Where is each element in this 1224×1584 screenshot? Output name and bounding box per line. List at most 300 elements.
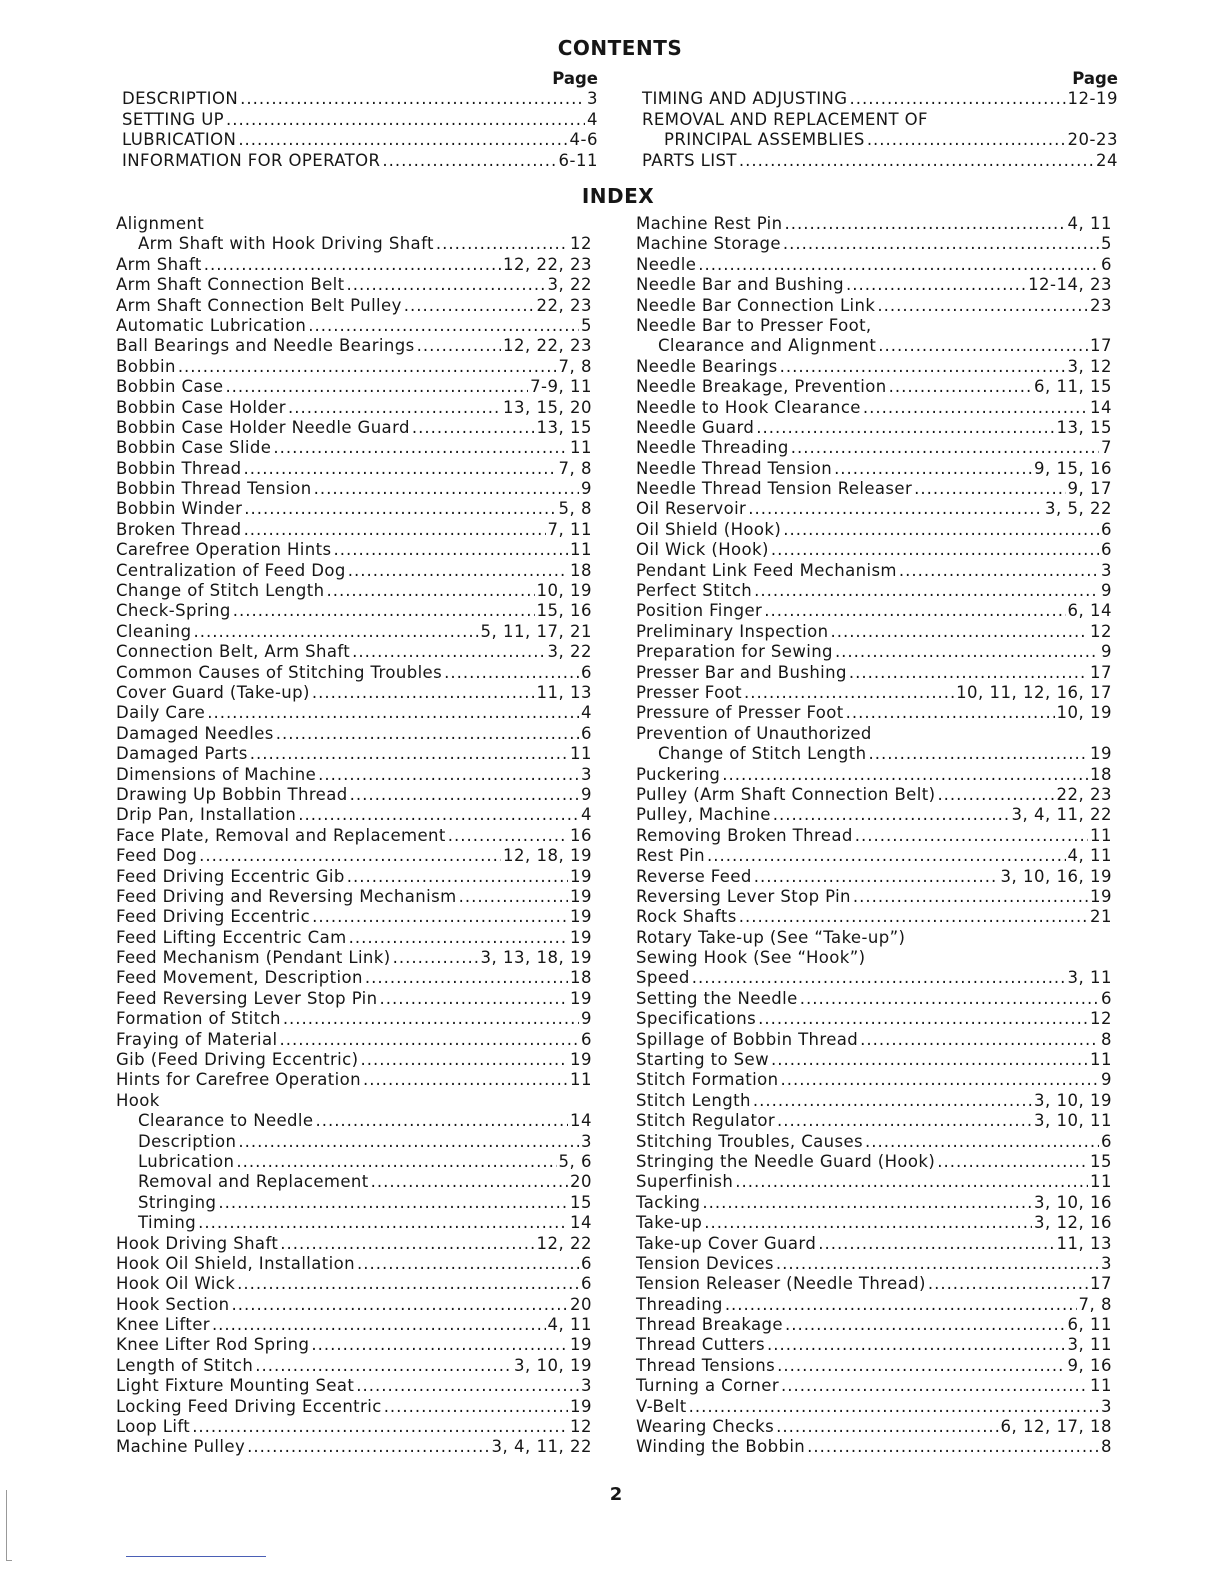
entry-label: Setting the Needle: [636, 988, 798, 1008]
dot-leader: [754, 581, 1099, 601]
entry-label: Connection Belt, Arm Shaft: [116, 642, 351, 662]
index-entry: [116, 316, 592, 336]
dot-leader: [382, 151, 556, 172]
entry-label: Superfinish: [636, 1172, 734, 1192]
dot-leader: [198, 1213, 568, 1233]
entry-label: Rotary Take-up (See “Take-up”): [636, 927, 906, 947]
entry-label: Needle Breakage, Prevention: [636, 377, 887, 397]
entry-page-ref: 5: [581, 315, 592, 335]
index-entry: [116, 744, 592, 764]
index-entry: [636, 540, 1112, 560]
dot-leader: [360, 1050, 568, 1070]
index-entry: [116, 398, 592, 418]
index-entry: [642, 110, 1118, 131]
dot-leader: [853, 887, 1088, 907]
dot-leader: [771, 540, 1099, 560]
entry-page-ref: 19: [570, 927, 592, 947]
entry-label: Description: [138, 1131, 237, 1151]
entry-page-ref: 5, 6: [558, 1151, 592, 1171]
entry-page-ref: 4: [581, 703, 592, 723]
dot-leader: [333, 540, 568, 560]
entry-label: Hook Section: [116, 1294, 230, 1314]
dot-leader: [878, 336, 1088, 356]
index-entry: [116, 1234, 592, 1254]
dot-leader: [735, 1172, 1088, 1192]
entry-label: Arm Shaft with Hook Driving Shaft: [138, 234, 434, 254]
entry-label: Needle Bar to Presser Foot,: [636, 315, 872, 335]
entry-label: Pendant Link Feed Mechanism: [636, 560, 897, 580]
dot-leader: [776, 1254, 1099, 1274]
entry-label: Face Plate, Removal and Replacement: [116, 825, 446, 845]
dot-leader: [781, 1376, 1088, 1396]
entry-page-ref: 9: [1101, 642, 1112, 662]
dot-leader: [867, 130, 1066, 151]
index-entry: [116, 438, 592, 458]
entry-label: Drip Pan, Installation: [116, 805, 297, 825]
index-entry: [116, 826, 592, 846]
contents-left-list: [122, 89, 598, 171]
index-entry: [116, 1132, 592, 1152]
contents-page-header: Page: [1072, 69, 1118, 88]
entry-page-ref: 6: [1101, 988, 1112, 1008]
entry-label: Tension Releaser (Needle Thread): [636, 1274, 926, 1294]
index-entry: [116, 1009, 592, 1029]
dot-leader: [352, 642, 545, 662]
entry-page-ref: 12-14, 23: [1028, 275, 1112, 295]
index-entry: [116, 377, 592, 397]
index-title: INDEX: [581, 184, 655, 208]
entry-page-ref: 5: [1101, 234, 1112, 254]
entry-page-ref: 18: [570, 560, 592, 580]
dot-leader: [194, 622, 479, 642]
dot-leader: [393, 948, 479, 968]
dot-leader: [276, 724, 579, 744]
dot-leader: [199, 846, 501, 866]
index-entry: [116, 867, 592, 887]
dot-leader: [308, 316, 579, 336]
entry-label: Oil Reservoir: [636, 499, 747, 519]
dot-leader: [207, 703, 579, 723]
index-entry: [636, 642, 1112, 662]
index-entry: [636, 459, 1112, 479]
index-entry: [116, 459, 592, 479]
entry-label: Daily Care: [116, 703, 206, 723]
entry-page-ref: 4, 11: [1067, 846, 1112, 866]
entry-label: Ball Bearings and Needle Bearings: [116, 336, 415, 356]
entry-page-ref: 7, 11: [547, 519, 592, 539]
entry-page-ref: 21: [1090, 907, 1112, 927]
dot-leader: [846, 703, 1055, 723]
dot-leader: [459, 887, 568, 907]
index-entry: [636, 357, 1112, 377]
index-entry: [636, 989, 1112, 1009]
index-entry: [636, 1376, 1112, 1396]
dot-leader: [192, 1417, 568, 1437]
dot-leader: [238, 130, 567, 151]
index-entry: [116, 214, 592, 234]
dot-leader: [404, 296, 535, 316]
index-entry: [116, 928, 592, 948]
scan-edge-mark: [6, 1490, 7, 1560]
entry-label: Locking Feed Driving Eccentric: [116, 1396, 382, 1416]
index-entry: [636, 744, 1112, 764]
entry-label: Lubrication: [138, 1151, 235, 1171]
entry-label: Pulley, Machine: [636, 805, 771, 825]
entry-page-ref: 3: [1101, 1253, 1112, 1273]
entry-page-ref: 9, 15, 16: [1034, 458, 1112, 478]
dot-leader: [692, 968, 1066, 988]
index-entry: [636, 826, 1112, 846]
entry-label: Bobbin Thread: [116, 458, 242, 478]
dot-leader: [785, 1315, 1066, 1335]
entry-page-ref: 7, 8: [558, 458, 592, 478]
index-entry: [636, 785, 1112, 805]
dot-leader: [702, 1193, 1032, 1213]
entry-label: Oil Wick (Hook): [636, 540, 769, 560]
index-entry: [116, 724, 592, 744]
dot-leader: [868, 744, 1088, 764]
entry-label: Tacking: [636, 1192, 701, 1212]
dot-leader: [756, 418, 1054, 438]
index-entry: [116, 663, 592, 683]
dot-leader: [937, 1152, 1088, 1172]
entry-page-ref: 11: [1090, 1376, 1112, 1396]
dot-leader: [722, 765, 1088, 785]
index-entry: [116, 540, 592, 560]
entry-label: Stitching Troubles, Causes: [636, 1131, 864, 1151]
dot-leader: [834, 459, 1032, 479]
contents-right-column: [642, 68, 1118, 171]
entry-label: Bobbin Thread Tension: [116, 479, 312, 499]
dot-leader: [255, 1356, 512, 1376]
entry-label: V-Belt: [636, 1396, 687, 1416]
index-entry: [116, 683, 592, 703]
entry-page-ref: 6: [581, 1274, 592, 1294]
index-entry: [116, 275, 592, 295]
entry-page-ref: 11, 13: [536, 682, 592, 702]
entry-page-ref: 12, 22, 23: [503, 336, 592, 356]
entry-page-ref: 12, 22: [536, 1233, 592, 1253]
entry-page-ref: 9, 17: [1067, 479, 1112, 499]
entry-label: Puckering: [636, 764, 721, 784]
entry-label: Prevention of Unauthorized: [636, 723, 872, 743]
entry-page-ref: 6, 12, 17, 18: [1000, 1417, 1112, 1437]
index-entry: [636, 275, 1112, 295]
dot-leader: [928, 1274, 1088, 1294]
entry-label: Preparation for Sewing: [636, 642, 833, 662]
dot-leader: [855, 826, 1088, 846]
entry-label: Stitch Regulator: [636, 1111, 776, 1131]
entry-label: LUBRICATION: [122, 130, 237, 150]
index-entry: [116, 336, 592, 356]
entry-page-ref: 22, 23: [1056, 784, 1112, 804]
entry-label: Knee Lifter: [116, 1315, 210, 1335]
index-entry: [636, 520, 1112, 540]
entry-page-ref: 3, 10, 19: [1034, 1090, 1112, 1110]
index-entry: [116, 1376, 592, 1396]
dot-leader: [233, 601, 535, 621]
entry-page-ref: 3, 12, 16: [1034, 1213, 1112, 1233]
index-entry: [116, 1050, 592, 1070]
dot-leader: [783, 234, 1099, 254]
entry-page-ref: 5, 8: [558, 499, 592, 519]
index-entry: [636, 1152, 1112, 1172]
entry-label: Pressure of Presser Foot: [636, 703, 844, 723]
entry-page-ref: 7, 8: [558, 356, 592, 376]
index-entry: [116, 622, 592, 642]
dot-leader: [889, 377, 1032, 397]
index-entry: [116, 1417, 592, 1437]
entry-page-ref: 13, 15: [536, 417, 592, 437]
scan-edge-mark: [6, 1560, 12, 1561]
index-entry: [636, 1193, 1112, 1213]
entry-label: Change of Stitch Length: [658, 744, 867, 764]
entry-page-ref: 3, 11: [1067, 1335, 1112, 1355]
entry-page-ref: 23: [1090, 295, 1112, 315]
index-entry: [636, 724, 1112, 744]
index-entry: [636, 1070, 1112, 1090]
entry-label: Stringing: [138, 1192, 217, 1212]
index-entry: [636, 968, 1112, 988]
dot-leader: [348, 561, 568, 581]
entry-label: Starting to Sew: [636, 1050, 769, 1070]
entry-label: Common Causes of Stitching Troubles: [116, 662, 443, 682]
dot-leader: [436, 234, 568, 254]
entry-page-ref: 19: [1090, 744, 1112, 764]
contents-page-header: Page: [552, 69, 598, 88]
entry-page-ref: 19: [570, 1335, 592, 1355]
entry-label: Take-up: [636, 1213, 703, 1233]
entry-page-ref: 12: [570, 234, 592, 254]
entry-label: Clearance to Needle: [138, 1111, 314, 1131]
entry-label: Hints for Carefree Operation: [116, 1070, 361, 1090]
dot-leader: [771, 1050, 1088, 1070]
entry-label: Cover Guard (Take-up): [116, 682, 310, 702]
entry-page-ref: 4, 11: [547, 1315, 592, 1335]
index-entry: [116, 1152, 592, 1172]
entry-label: Feed Driving and Reversing Mechanism: [116, 886, 457, 906]
index-entry: [116, 948, 592, 968]
entry-label: Bobbin Case Slide: [116, 438, 272, 458]
entry-label: Spillage of Bobbin Thread: [636, 1029, 859, 1049]
entry-label: Hook: [116, 1090, 160, 1110]
index-right-column: [636, 214, 1112, 1458]
dot-leader: [807, 1437, 1099, 1457]
entry-page-ref: 6, 11: [1067, 1315, 1112, 1335]
entry-label: Loop Lift: [116, 1417, 191, 1437]
index-entry: [116, 887, 592, 907]
index-entry: [636, 499, 1112, 519]
entry-label: Stitch Formation: [636, 1070, 779, 1090]
entry-label: Presser Bar and Bushing: [636, 662, 847, 682]
index-entry: [122, 110, 598, 131]
dot-leader: [212, 1315, 546, 1335]
dot-leader: [280, 1234, 534, 1254]
dot-leader: [244, 520, 546, 540]
dot-leader: [818, 1234, 1054, 1254]
entry-page-ref: 3: [1101, 1396, 1112, 1416]
dot-leader: [753, 1091, 1032, 1111]
index-entry: [116, 989, 592, 1009]
entry-label: Bobbin Case: [116, 377, 224, 397]
index-entry: [642, 89, 1118, 110]
index-entry: [642, 130, 1118, 151]
entry-label: Oil Shield (Hook): [636, 519, 782, 539]
entry-page-ref: 19: [570, 886, 592, 906]
entry-page-ref: 11: [570, 1070, 592, 1090]
index-left-column: [116, 214, 592, 1458]
entry-label: Formation of Stitch: [116, 1009, 281, 1029]
entry-label: Automatic Lubrication: [116, 315, 307, 335]
entry-label: Specifications: [636, 1009, 757, 1029]
dot-leader: [244, 459, 557, 479]
index-entry: [636, 561, 1112, 581]
entry-label: Needle Thread Tension: [636, 458, 833, 478]
entry-page-ref: 3, 10, 16, 19: [1000, 866, 1112, 886]
index-entry: [636, 1213, 1112, 1233]
index-entry: [636, 1417, 1112, 1437]
entry-page-ref: 24: [1096, 150, 1118, 170]
dot-leader: [247, 1437, 489, 1457]
dot-leader: [767, 1335, 1066, 1355]
entry-label: Needle Threading: [636, 438, 789, 458]
entry-page-ref: 14: [570, 1213, 592, 1233]
index-entry: [116, 561, 592, 581]
dot-leader: [347, 275, 546, 295]
dot-leader: [849, 89, 1065, 110]
entry-label: Removal and Replacement: [138, 1172, 369, 1192]
dot-leader: [178, 357, 557, 377]
entry-page-ref: 9: [1101, 581, 1112, 601]
entry-label: Needle Thread Tension Releaser: [636, 479, 913, 499]
entry-label: Machine Rest Pin: [636, 214, 783, 233]
index-entry: [636, 296, 1112, 316]
contents-left-column: [122, 68, 598, 171]
entry-label: Damaged Needles: [116, 723, 274, 743]
entry-page-ref: 8: [1101, 1437, 1112, 1457]
index-entry: [116, 805, 592, 825]
dot-leader: [863, 398, 1088, 418]
dot-leader: [914, 479, 1065, 499]
entry-label: Gib (Feed Driving Eccentric): [116, 1050, 359, 1070]
entry-page-ref: 19: [570, 907, 592, 927]
entry-page-ref: 20-23: [1067, 130, 1118, 150]
dot-leader: [318, 765, 579, 785]
entry-label: Take-up Cover Guard: [636, 1233, 817, 1253]
index-entry: [636, 336, 1112, 356]
dot-leader: [773, 805, 1010, 825]
dot-leader: [785, 214, 1066, 234]
entry-label: Feed Mechanism (Pendant Link): [116, 948, 391, 968]
dot-leader: [780, 357, 1066, 377]
entry-page-ref: 7: [1101, 438, 1112, 458]
index-entry: [636, 622, 1112, 642]
entry-label: Hook Driving Shaft: [116, 1233, 279, 1253]
dot-leader: [280, 1030, 580, 1050]
dot-leader: [698, 255, 1099, 275]
index-entry: [116, 1335, 592, 1355]
entry-label: Check-Spring: [116, 601, 231, 621]
entry-page-ref: 12: [1090, 1009, 1112, 1029]
entry-label: Stitch Length: [636, 1090, 751, 1110]
index-entry: [642, 151, 1118, 172]
entry-label: Needle Bearings: [636, 356, 778, 376]
dot-leader: [754, 867, 999, 887]
entry-label: Rest Pin: [636, 846, 706, 866]
index-entry: [116, 581, 592, 601]
entry-label: Thread Cutters: [636, 1335, 765, 1355]
footer-rule: [126, 1556, 266, 1557]
index-entry: [636, 255, 1112, 275]
entry-label: Sewing Hook (See “Hook”): [636, 948, 866, 968]
contents-title: CONTENTS: [557, 36, 683, 60]
entry-page-ref: 12-19: [1067, 89, 1118, 108]
entry-label: Needle Bar and Bushing: [636, 275, 844, 295]
entry-page-ref: 7-9, 11: [530, 377, 592, 397]
entry-label: Bobbin Case Holder Needle Guard: [116, 417, 410, 437]
dot-leader: [865, 1132, 1099, 1152]
entry-label: Knee Lifter Rod Spring: [116, 1335, 310, 1355]
entry-page-ref: 9: [1101, 1070, 1112, 1090]
entry-page-ref: 3, 13, 18, 19: [480, 948, 592, 968]
entry-page-ref: 6-11: [558, 150, 598, 170]
index-entry: [116, 255, 592, 275]
entry-label: INFORMATION FOR OPERATOR: [122, 150, 381, 170]
dot-leader: [860, 1030, 1099, 1050]
entry-label: Removing Broken Thread: [636, 825, 853, 845]
dot-leader: [315, 1111, 568, 1131]
dot-leader: [349, 928, 568, 948]
entry-label: Position Finger: [636, 601, 763, 621]
dot-leader: [314, 479, 579, 499]
entry-page-ref: 6: [581, 1253, 592, 1273]
index-entry: [116, 1213, 592, 1233]
dot-leader: [350, 785, 579, 805]
entry-page-ref: 14: [1090, 397, 1112, 417]
entry-page-ref: 11: [570, 540, 592, 560]
index-entry: [122, 130, 598, 151]
entry-label: Damaged Parts: [116, 744, 248, 764]
entry-page-ref: 4, 11: [1067, 214, 1112, 233]
index-entry: [636, 1234, 1112, 1254]
entry-page-ref: 15, 16: [536, 601, 592, 621]
dot-leader: [225, 377, 528, 397]
entry-page-ref: 12: [570, 1417, 592, 1437]
entry-page-ref: 3, 22: [547, 642, 592, 662]
entry-page-ref: 6: [1101, 1131, 1112, 1151]
index-entry: [636, 1397, 1112, 1417]
entry-page-ref: 6: [581, 723, 592, 743]
entry-label: Feed Reversing Lever Stop Pin: [116, 988, 378, 1008]
entry-page-ref: 15: [570, 1192, 592, 1212]
dot-leader: [311, 1335, 568, 1355]
entry-label: Bobbin Winder: [116, 499, 243, 519]
entry-page-ref: 3: [581, 1131, 592, 1151]
entry-page-ref: 12: [1090, 621, 1112, 641]
entry-label: Cleaning: [116, 621, 192, 641]
entry-page-ref: 3, 11: [1067, 968, 1112, 988]
entry-page-ref: 13, 15, 20: [503, 397, 592, 417]
entry-page-ref: 11, 13: [1056, 1233, 1112, 1253]
dot-leader: [830, 622, 1088, 642]
index-entry: [116, 907, 592, 927]
dot-leader: [363, 1070, 568, 1090]
entry-page-ref: 19: [570, 866, 592, 886]
dot-leader: [704, 1213, 1032, 1233]
entry-label: PARTS LIST: [642, 150, 737, 170]
entry-page-ref: 19: [570, 1050, 592, 1070]
index-entry: [636, 1295, 1112, 1315]
